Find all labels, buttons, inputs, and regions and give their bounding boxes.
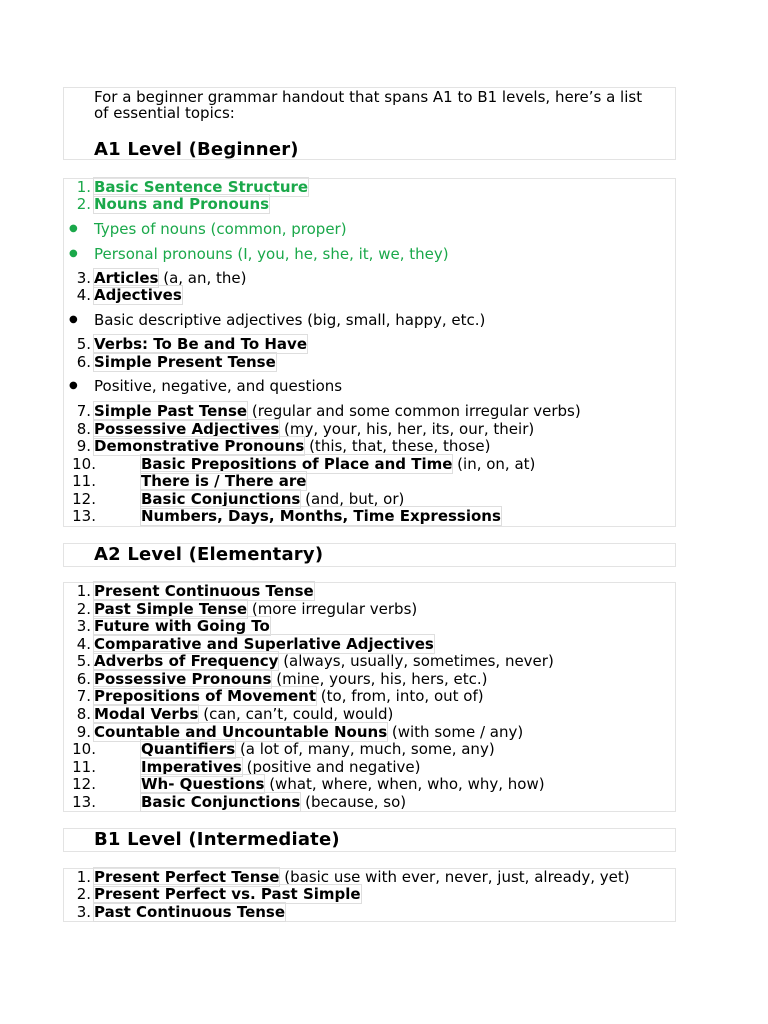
topic-name: Present Perfect vs. Past Simple [94, 885, 361, 903]
topic-name: Nouns and Pronouns [94, 195, 270, 213]
b1-heading: B1 Level (Intermediate) [94, 829, 340, 850]
topic-name: Possessive Adjectives [94, 420, 280, 438]
topic-name: Imperatives [141, 758, 242, 776]
topic-name: Adverbs of Frequency [94, 652, 279, 670]
a1-list: 1. Basic Sentence Structure 2. Nouns and Pronouns ● Types of nouns (common, proper) ● Personal pronouns (I, you, he, she, it, we, they) 3. Articles (a, an, the) 4. Adjectives ● Basic descriptive adjectives (big, small, happy, etc.) 5. Verbs: To Be and To Have 6. Simple Present Tense ● Positive, negative, and questions 7. Simple Past Tense (regular and some common irregular verbs) 8. Possessive Adjectives (my, your, his, her, its, our, their) 9. Demonstrative Pronouns (this, that, these, those) 10. Basic Prepositions of Place and Time (in, on, at) 11. There is / There are 12. Basic Conjunctions (and, but, or) 13. Numbers, Days, Months, Time Expressions [63, 178, 676, 527]
topic-name: Quantifiers [141, 740, 236, 758]
topic-name: Possessive Pronouns [94, 670, 272, 688]
topic-name: Articles [94, 269, 159, 287]
topic-name: Present Perfect Tense [94, 868, 280, 886]
bullet-icon: ● [69, 248, 78, 259]
topic-name: Simple Past Tense [94, 402, 248, 420]
topic-name: Basic Conjunctions [141, 793, 301, 811]
topic-name: Past Simple Tense [94, 600, 248, 618]
topic-name: Numbers, Days, Months, Time Expressions [141, 507, 501, 525]
intro-line-2: of essential topics: [94, 104, 235, 122]
intro-paragraph [94, 89, 667, 121]
topic-name: Prepositions of Movement [94, 687, 317, 705]
topic-name: Adjectives [94, 286, 182, 304]
topic-name: Wh- Questions [141, 775, 265, 793]
topic-name: Basic Conjunctions [141, 490, 301, 508]
topic-name: Countable and Uncountable Nouns [94, 723, 388, 741]
topic-name: Basic Sentence Structure [94, 178, 309, 196]
a2-heading-box [63, 543, 676, 567]
topic-name: Future with Going To [94, 617, 270, 635]
a2-list: 1. Present Continuous Tense 2. Past Simple Tense (more irregular verbs) 3. Future with Going To 4. Comparative and Superlative Adjectives 5. Adverbs of Frequency (always, usually, sometimes, never) 6. Possessive Pronouns (mine, yours, his, hers, etc.) 7. Prepositions of Movement (to, from, into, out of) 8. Modal Verbs (can, can’t, could, would) 9. Countable and Uncountable Nouns (with some / any) 10. Quantifiers (a lot of, many, much, some, any) 11. Imperatives (positive and negative) 12. Wh- Questions (what, where, when, who, why, how) 13. Basic Conjunctions (because, so) [63, 582, 676, 812]
topic-name: Present Continuous Tense [94, 582, 314, 600]
topic-name: Modal Verbs [94, 705, 199, 723]
topic-name: Basic Prepositions of Place and Time [141, 455, 453, 473]
b1-heading-box [63, 828, 676, 852]
bullet-icon: ● [69, 380, 78, 391]
topic-name: Comparative and Superlative Adjectives [94, 635, 434, 653]
a2-heading: A2 Level (Elementary) [94, 544, 324, 565]
topic-name: There is / There are [141, 472, 307, 490]
a1-heading: A1 Level (Beginner) [94, 139, 299, 160]
bullet-icon: ● [69, 223, 78, 234]
topic-name: Simple Present Tense [94, 353, 276, 371]
intro-box [63, 87, 676, 160]
topic-name: Verbs: To Be and To Have [94, 335, 307, 353]
intro-line-1: For a beginner grammar handout that spans A1 to B1 levels, here’s a list [94, 88, 643, 106]
topic-name: Past Continuous Tense [94, 903, 286, 921]
topic-name: Demonstrative Pronouns [94, 437, 305, 455]
b1-list: 1. Present Perfect Tense (basic use with ever, never, just, already, yet) 2. Present Perfect vs. Past Simple 3. Past Continuous Tense [63, 868, 676, 922]
bullet-icon: ● [69, 314, 78, 325]
